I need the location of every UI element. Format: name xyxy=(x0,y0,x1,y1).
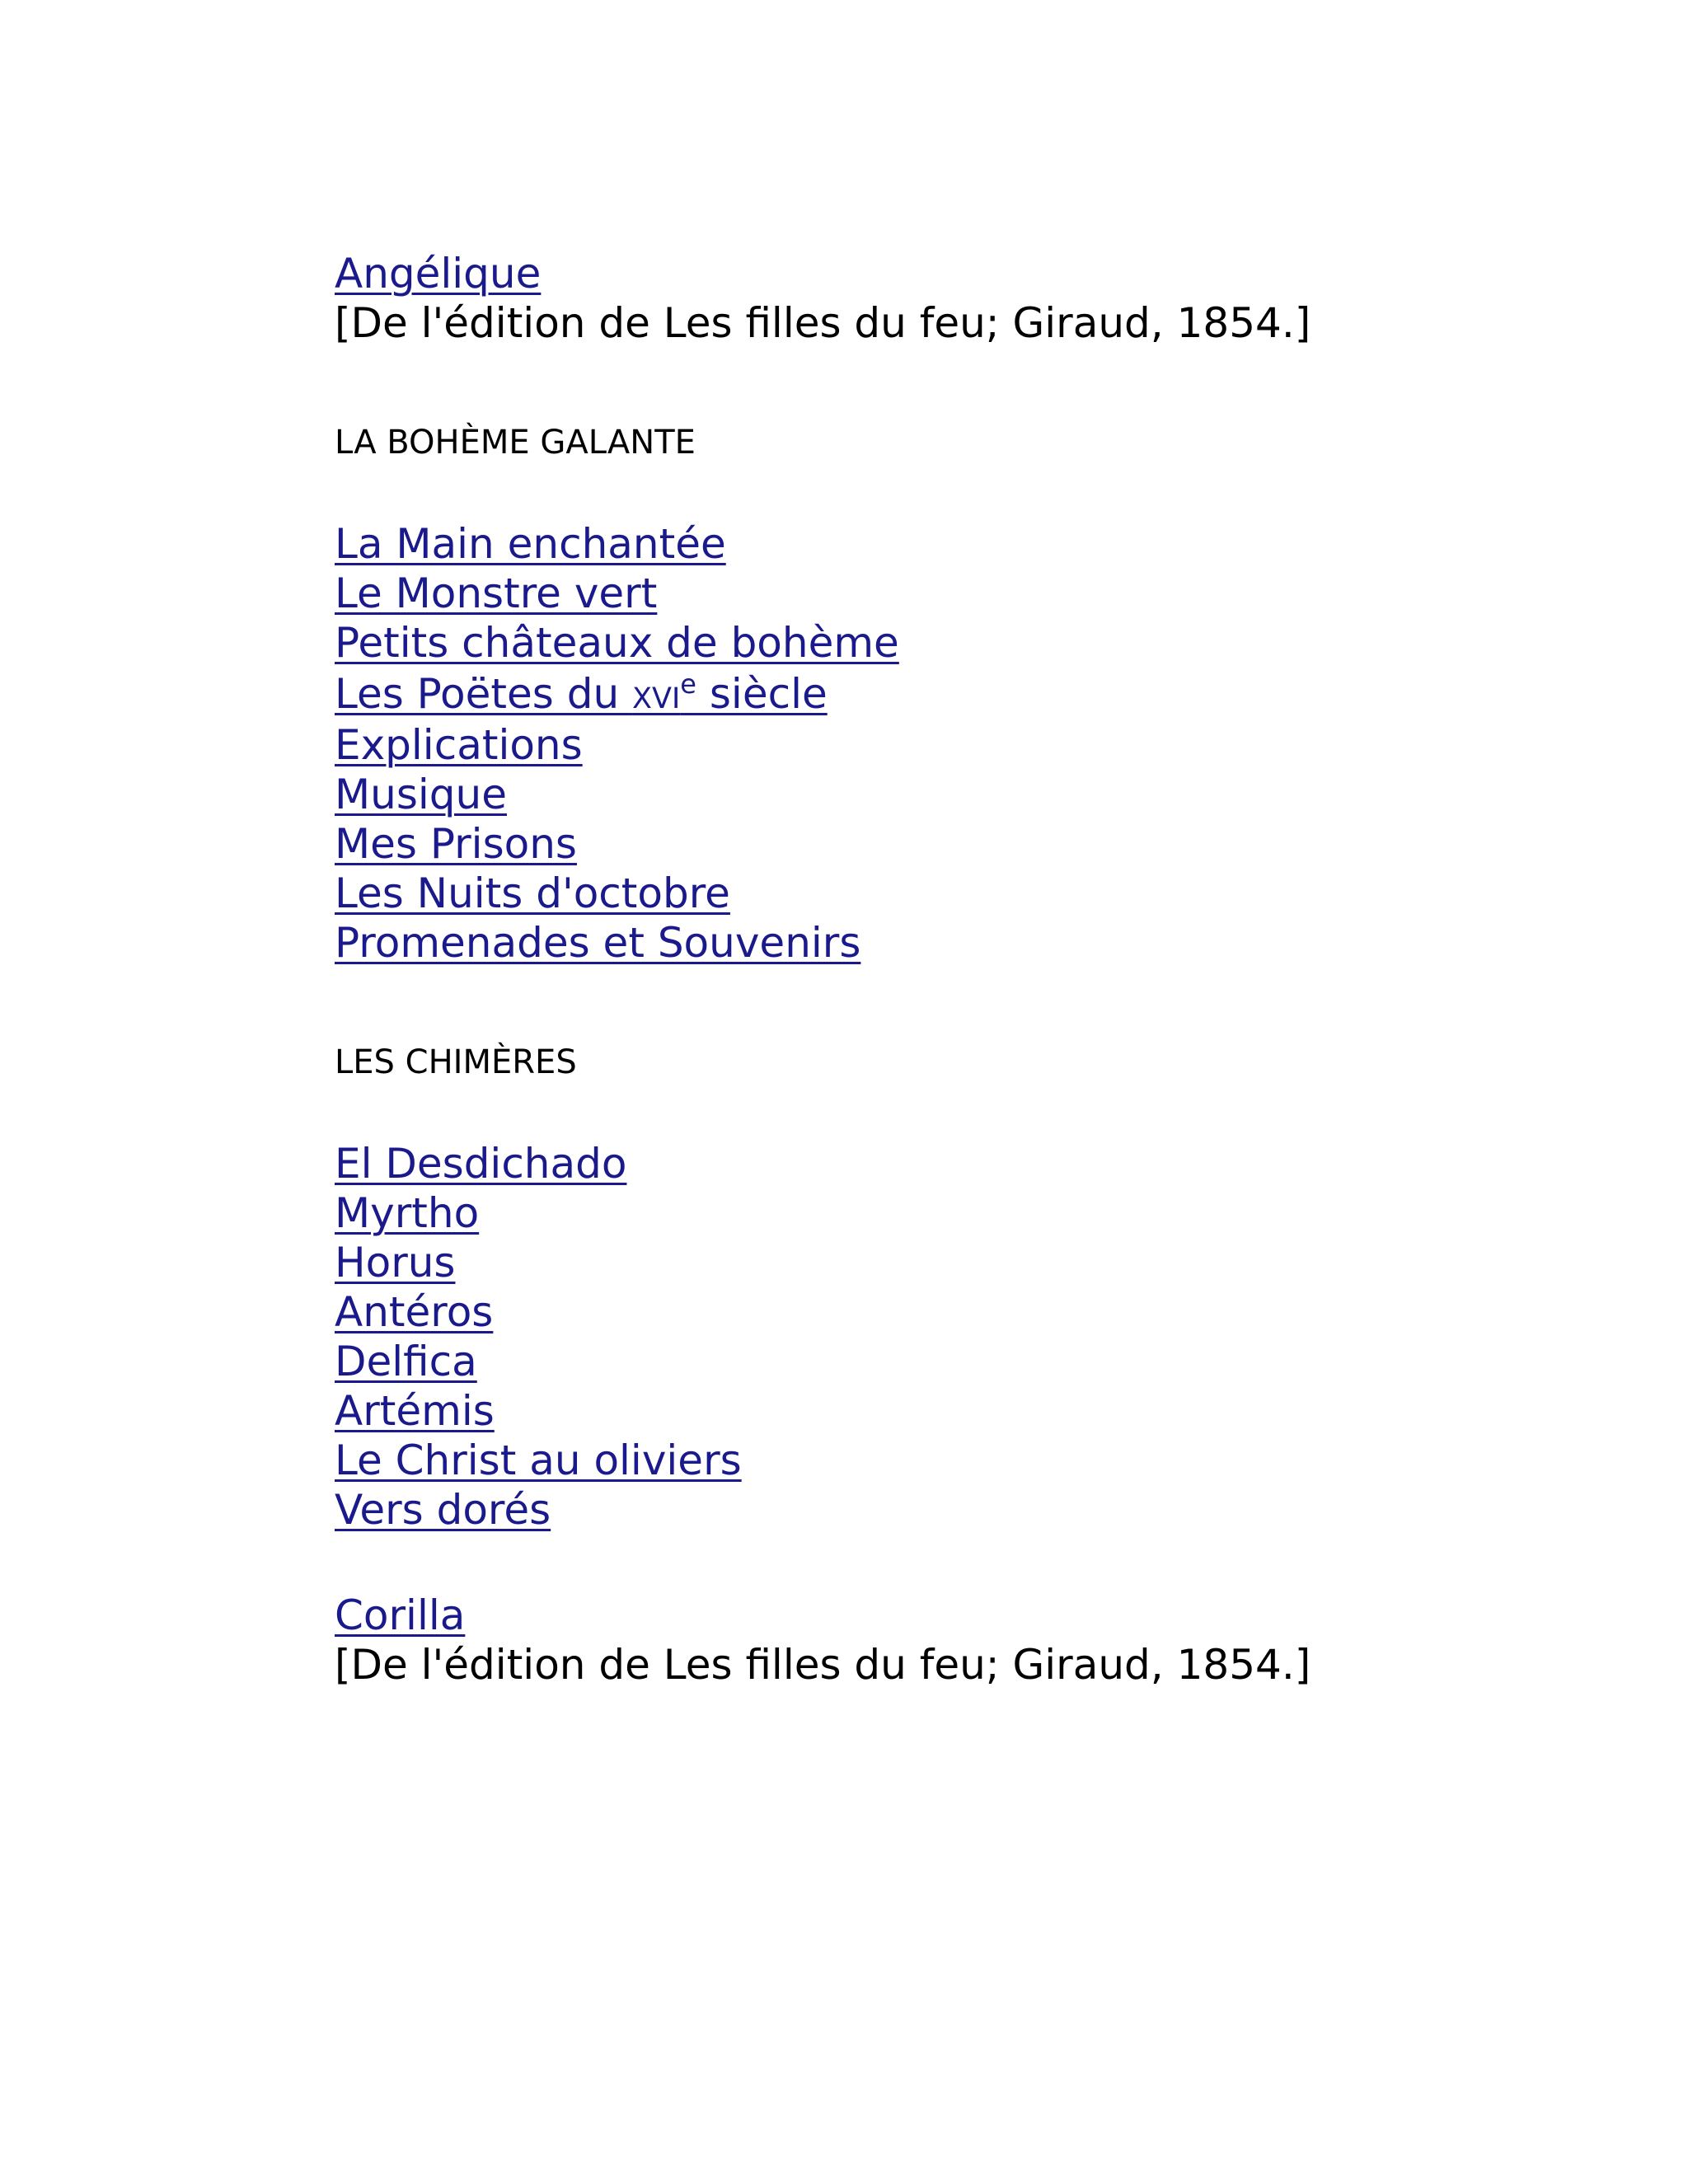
link-anteros[interactable]: Antéros xyxy=(335,1288,494,1336)
link-nuits-octobre[interactable]: Les Nuits d'octobre xyxy=(335,869,730,917)
link-horus[interactable]: Horus xyxy=(335,1239,456,1286)
link-delfica[interactable]: Delfica xyxy=(335,1338,477,1385)
link-artemis[interactable]: Artémis xyxy=(335,1387,495,1435)
link-mes-prisons[interactable]: Mes Prisons xyxy=(335,820,577,868)
link-el-desdichado[interactable]: El Desdichado xyxy=(335,1140,627,1188)
spacer xyxy=(335,1535,1489,1591)
spacer xyxy=(335,968,1489,1042)
spacer xyxy=(335,463,1489,519)
superscript: e xyxy=(680,668,696,700)
link-explications[interactable]: Explications xyxy=(335,721,583,769)
edition-note: [De l'édition de Les filles du feu; Giraud, 1854.] xyxy=(335,1641,1311,1689)
edition-note: [De l'édition de Les filles du feu; Giraud, 1854.] xyxy=(335,299,1311,347)
link-poetes-xvie-siecle[interactable] xyxy=(335,668,1489,720)
link-main-enchantee[interactable]: La Main enchantée xyxy=(335,520,726,568)
link-corilla[interactable]: Corilla xyxy=(335,1591,466,1639)
link-musique[interactable]: Musique xyxy=(335,771,507,818)
link-text: siècle xyxy=(696,670,828,718)
link-text: Les Poëtes du xyxy=(335,670,633,718)
section-heading-boheme: LA BOHÈME GALANTE xyxy=(335,424,696,462)
table-of-contents xyxy=(335,249,1489,1690)
link-petits-chateaux[interactable]: Petits châteaux de bohème xyxy=(335,619,899,667)
link-vers-dores[interactable]: Vers dorés xyxy=(335,1486,551,1534)
section-heading-chimeres: LES CHIMÈRES xyxy=(335,1043,577,1081)
link-myrtho[interactable]: Myrtho xyxy=(335,1189,480,1237)
century-numeral: xvi xyxy=(632,670,681,718)
spacer xyxy=(335,348,1489,422)
spacer xyxy=(335,1083,1489,1139)
link-promenades-souvenirs[interactable]: Promenades et Souvenirs xyxy=(335,919,861,967)
link-christ-oliviers[interactable]: Le Christ au oliviers xyxy=(335,1436,742,1484)
link-monstre-vert[interactable]: Le Monstre vert xyxy=(335,569,658,617)
link-angelique[interactable]: Angélique xyxy=(335,250,542,298)
